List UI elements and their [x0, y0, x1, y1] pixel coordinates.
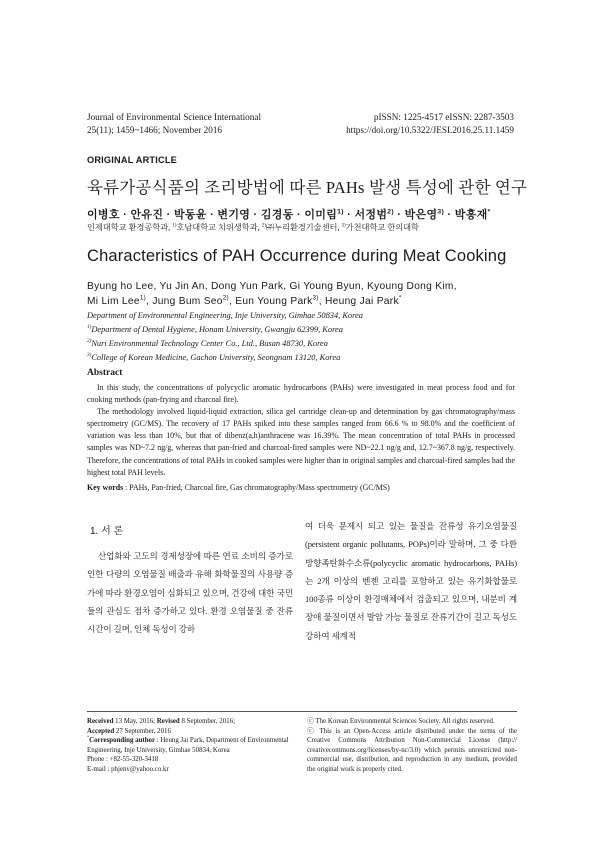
author-affil-mark: *: [487, 208, 491, 216]
received-date: 13 May, 2016;: [113, 718, 157, 725]
title-korean: 육류가공식품의 조리방법에 따른 PAHs 발생 특성에 관한 연구: [87, 178, 528, 197]
abstract-paragraph-1: In this study, the concentrations of polycyclic aromatic hydrocarbons (PAHs) were investigated in meat process food and for cooking methods (pan-frying and charcoal fire).: [87, 383, 515, 405]
section-heading-introduction: 1. 서 론: [90, 526, 124, 537]
phone: Phone : +82-55-320-3418: [87, 756, 159, 764]
author-affil-mark: 2): [387, 208, 394, 216]
author-separator: ·: [206, 209, 218, 221]
author-name-en: Jung Bum Seo: [152, 296, 223, 307]
author-name-en: Heung Jai Park: [325, 296, 399, 307]
corresponding-author: : Heung Jai Park, Department of Environmental Engineering, Inje University, Gimhae 50834, Korea: [87, 737, 289, 754]
author-name-ko: 김경동: [260, 209, 294, 221]
author-affil-mark: 3): [312, 294, 319, 302]
affil-ko-sup1: 1): [172, 222, 177, 229]
volume-pages: 25(11); 1459~1466; November 2016: [87, 124, 223, 135]
authors-en-line2: Mi Lim Lee$^{1)}$, Jung Bum Seo$^{2)}$, Eun Young Park$^{3)}$, Heung Jai Park*: [87, 294, 402, 307]
author-name-en: Eun Young Park: [235, 296, 313, 307]
author-affil-mark: 2): [222, 294, 229, 302]
affil-ko-main: 인제대학교 환경공학과,: [87, 223, 173, 232]
author-affil-mark: 1): [337, 208, 344, 216]
author-separator: ·: [119, 209, 131, 221]
body-column-right: 여 더욱 문제시 되고 있는 물질을 잔류성 유기오염물질(persistent organic pollutants, POPs)이라 말하며, 그 중 다환방향족탄화수소류(polycyclic aromatic hydrocarbons, PAHs)는 2개 이상의 벤젠 고리를 포함하고 있는 유기화합물로 100종류 이상이 환경매체에서 검출되고 있으며, 내분비 계장애 물질이면서 발암 가능 물질로 잔류기간이 길고 독성도 강하여 세계적: [305, 521, 517, 641]
affil-ko-sup3: 3): [341, 222, 346, 229]
license-footnote: [307, 717, 517, 775]
affil-ko-3: 가천대학교 한의대학: [345, 223, 419, 232]
intro-paragraph: 산업화와 고도의 경제성장에 따른 연료 소비의 증가로 인한 다량의 오염물질 배출과 유해 화학물질의 사용량 증가에 따라 환경오염이 심화되고 있으며, 건강에 대한 국민들의 관심도 점차 증가하고 있다. 환경 오염물질 중 잔류 시간이 길며, 인체 독성이 강하: [87, 551, 293, 635]
author-separator: ·: [393, 209, 405, 221]
accepted-date: 27 September, 2016: [114, 727, 171, 735]
journal-name: Journal of Environmental Science International: [87, 112, 261, 122]
author-name-ko: 박동윤: [173, 209, 207, 221]
author-separator: ·: [343, 209, 355, 221]
author-name-ko: 이미림: [304, 209, 338, 221]
identifier-info: [346, 111, 514, 136]
title-english: Characteristics of PAH Occurrence during Meat Cooking: [87, 247, 507, 265]
affil-ko-sup2: 2): [261, 222, 266, 229]
author-affil-mark: *: [398, 294, 402, 302]
journal-info: [87, 111, 261, 136]
license-notice: ⓒ This is an Open-Access article distributed under the terms of the Creative Commons Attribution Non-Commercial License (http:// creativecommons.org/licenses/by-nc/3.0) which permits unrestricted non-commercial use, distribution, and reproduction in any medium, provided the original work is properly cited.: [307, 727, 517, 773]
accepted-label: Accepted: [87, 727, 115, 735]
body-column-left: [87, 547, 293, 638]
author-name-ko: 서정범: [354, 209, 388, 221]
author-affil-mark: 3): [437, 208, 445, 216]
received-label: Received: [87, 718, 114, 725]
author-name-ko: 변기영: [217, 209, 251, 221]
affil-ko-1: 호남대학교 치위생학과,: [176, 223, 262, 232]
article-history-footnote: Received 13 May, 2016; Revised 8 September, 2016; Accepted 27 September, 2016 *Corresponding author : Heung Jai Park, Department of Environmental Engineering, Inje University, Gimhae 50834, Korea Phone : +82-55-320-3418 E-mail : phjenv@yahoo.co.kr: [87, 717, 297, 775]
keywords-label: Key words: [87, 483, 124, 492]
copyright-notice: ⓒ The Korean Environmental Sciences Society. All rights reserved.: [307, 718, 495, 725]
affiliation-line: $^{2)}$Nuri Environmental Technology Center Co., Ltd., Busan 48730, Korea: [87, 338, 328, 348]
author-separator: ·: [250, 209, 261, 221]
email-link[interactable]: E-mail : phjenv@yahoo.co.kr: [87, 765, 169, 773]
author-name-ko: 박흥재: [454, 209, 488, 221]
author-name-ko: 안유진: [130, 209, 164, 221]
author-separator: ·: [293, 209, 305, 221]
author-name-en: Mi Lim Lee: [87, 296, 140, 307]
abstract-heading: Abstract: [87, 368, 123, 378]
author-separator: ·: [444, 209, 455, 221]
revised-date: 8 September, 2016;: [179, 718, 235, 725]
affiliation-line: Department of Environmental Engineering, Inje University, Gimhae 50834, Korea: [87, 311, 363, 320]
keywords-text: : PAHs, Pan-fried, Charcoal fire, Gas chromatography/Mass spectrometry (GC/MS): [123, 483, 390, 492]
author-affil-mark: 1): [139, 294, 147, 302]
authors-korean: [87, 206, 491, 222]
issn: pISSN: 1225-4517 eISSN: 2287-3503: [373, 112, 514, 122]
revised-label: Revised: [156, 718, 180, 725]
abstract-paragraph-2: The methodology involved liquid-liquid extraction, silica gel cartridge clean-up and determination by gas chromatography/mass spectrometry (GC/MS). The recovery of 17 PAHs spiked into these samples ranged from 66.6 % to 98.0% and the coefficient of variation was less than 10%, but that of dibenz(a,h)anthracene was 16.39%. The mean concentration of total PAHs in processed samples was ND~7.2 ng/g, whereas that pan-fried and charcoal-fired samples were ND~22.1 ng/g and, 12.7~367.8 ng/g, respectively. Therefore, the concentrations of total PAHs in cooked samples were higher than in original samples and charcoal-fired samples had the highest total PAH levels.: [87, 407, 515, 477]
affil-ko-2: ㈜누리환경기술센터,: [265, 223, 342, 232]
article-label: ORIGINAL ARTICLE: [87, 155, 177, 165]
corresponding-label: Corresponding author: [89, 737, 156, 745]
abstract-body: [87, 382, 515, 479]
footnote-divider: [87, 711, 517, 712]
affiliation-line: $^{3)}$College of Korean Medicine, Gachon University, Seongnam 13120, Korea: [87, 352, 341, 362]
author-separator: ·: [163, 209, 174, 221]
affiliation-line: $^{1)}$Department of Dental Hygiene, Honam University, Gwangju 62399, Korea: [87, 324, 343, 334]
doi-link[interactable]: https://doi.org/10.5322/JESI.2016.25.11.1459: [346, 124, 514, 135]
authors-en-line1: Byung ho Lee, Yu Jin An, Dong Yun Park, Gi Young Byun, Kyoung Dong Kim,: [87, 281, 457, 292]
keywords: [87, 483, 517, 492]
affiliations-korean: [87, 222, 419, 233]
author-name-ko: 이병호: [87, 209, 120, 221]
authors-english: [87, 279, 517, 309]
author-name-ko: 박은영: [404, 209, 438, 221]
